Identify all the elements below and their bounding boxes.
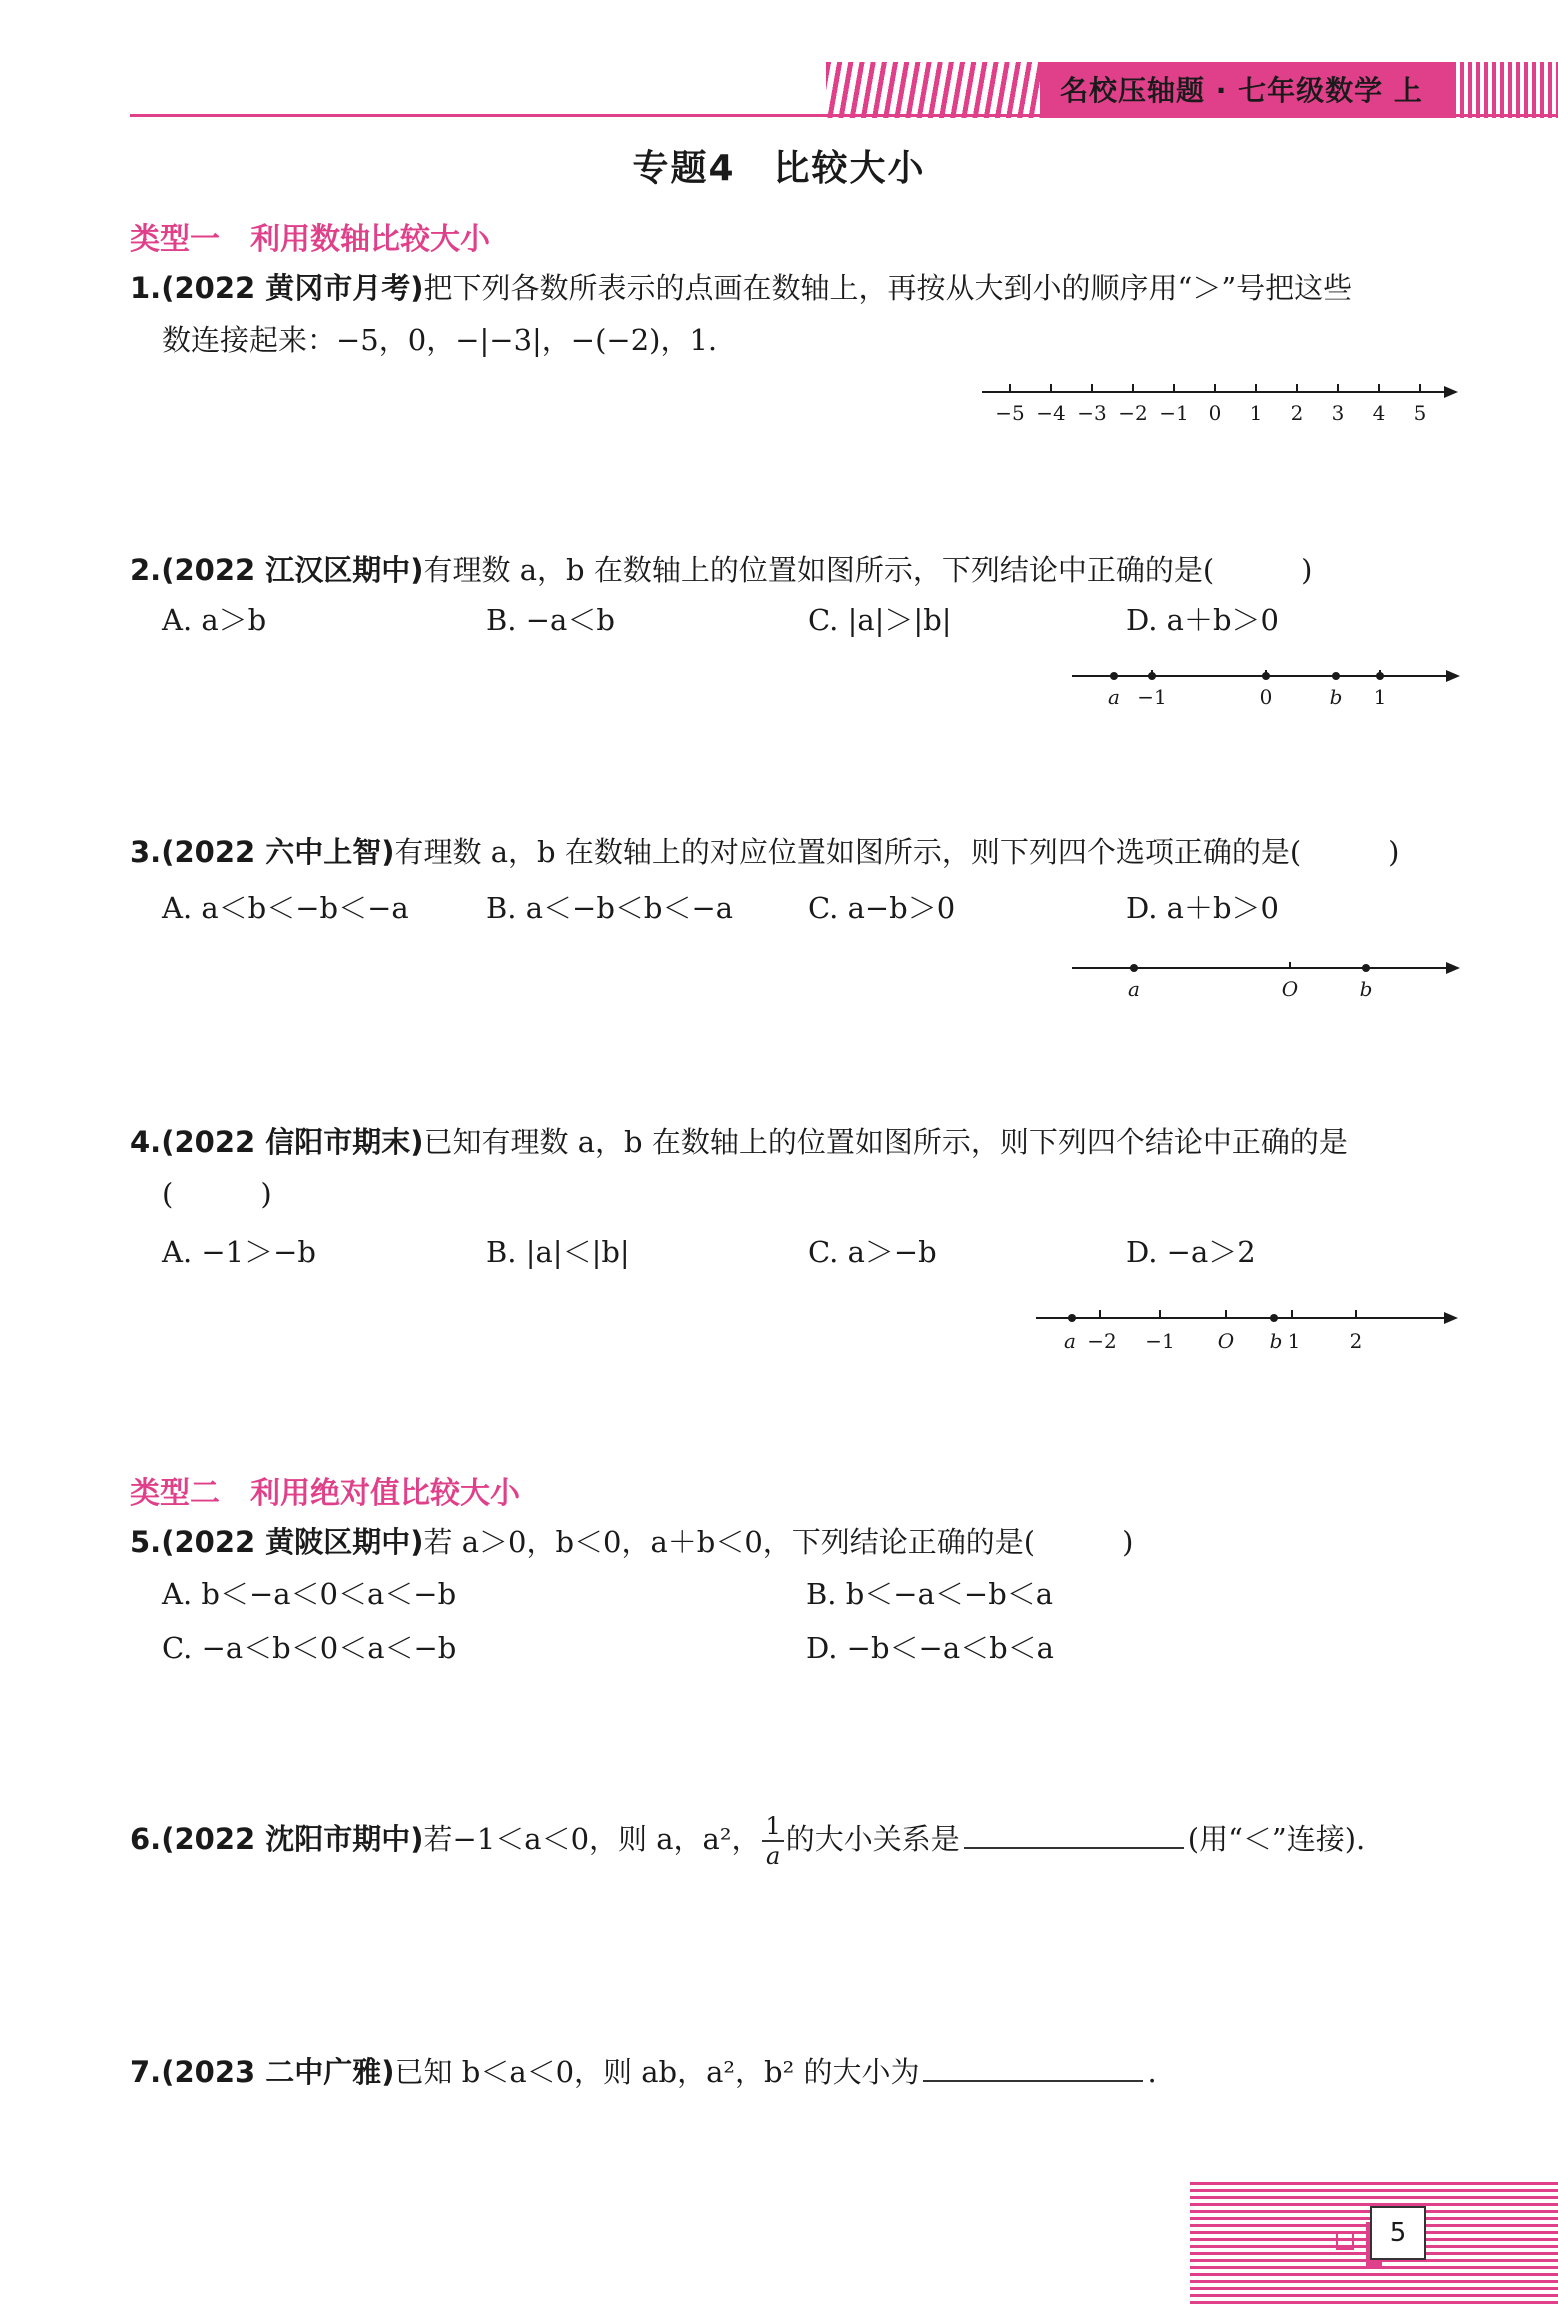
option-a: A. a＜b＜−b＜−a: [162, 891, 409, 925]
tick-label: −3: [1077, 401, 1107, 425]
question-text-end: .: [1147, 2055, 1157, 2089]
question-source: (2022 六中上智): [161, 835, 395, 869]
tick-label: a: [1064, 1329, 1076, 1353]
tick-label: 0: [1259, 685, 1273, 709]
question-4: [130, 1116, 1450, 1220]
tick-label: b: [1359, 977, 1373, 1001]
tick-label: −2: [1087, 1329, 1117, 1353]
question-text: 若−1＜a＜0，则 a，a²，: [423, 1822, 761, 1856]
question-7: [130, 2046, 1450, 2098]
tick-label: a: [1108, 685, 1120, 709]
tick-label: 2: [1290, 401, 1304, 425]
tick-label: O: [1217, 1329, 1235, 1353]
question-source: (2023 二中广雅): [161, 2055, 395, 2089]
tick-label: −4: [1036, 401, 1066, 425]
footer-square-icon: [1336, 2232, 1354, 2250]
option-d: D. a＋b＞0: [1126, 891, 1279, 925]
option-a: A. −1＞−b: [162, 1235, 316, 1269]
tick-label: 0: [1208, 401, 1222, 425]
header-rule: [130, 114, 1558, 117]
tick-label: −1: [1145, 1329, 1175, 1353]
tick-label: −1: [1137, 685, 1167, 709]
answer-bracket: ( ): [162, 1177, 272, 1211]
number-line-q3: [1070, 954, 1460, 1002]
question-text: 有理数 a，b 在数轴上的位置如图所示，下列结论中正确的是( ): [423, 553, 1313, 587]
question-source: (2022 江汉区期中): [161, 553, 424, 587]
tick-label: O: [1281, 977, 1299, 1001]
tick-label: 3: [1331, 401, 1345, 425]
header-tail-stripes: [1452, 62, 1558, 118]
tick-label: 1: [1249, 401, 1263, 425]
question-source: (2022 黄陂区期中): [161, 1525, 424, 1559]
option-b: B. b＜−a＜−b＜a: [806, 1577, 1054, 1611]
question-text: 若 a＞0，b＜0，a＋b＜0，下列结论正确的是( ): [423, 1525, 1134, 1559]
question-3: [130, 826, 1450, 878]
question-source: (2022 黄冈市月考): [161, 271, 424, 305]
option-b: B. −a＜b: [486, 603, 615, 637]
question-text-line2: 数连接起来：−5，0，−|−3|，−(−2)，1.: [162, 323, 718, 357]
question-number: 4.: [130, 1125, 162, 1159]
option-b: B. a＜−b＜b＜−a: [486, 891, 734, 925]
option-d: D. −a＞2: [1126, 1235, 1256, 1269]
question-number: 6.: [130, 1822, 162, 1856]
question-5: [130, 1516, 1450, 1568]
question-text: 把下列各数所表示的点画在数轴上，再按从大到小的顺序用“＞”号把这些: [423, 271, 1353, 305]
question-text: 已知有理数 a，b 在数轴上的位置如图所示，则下列四个结论中正确的是: [423, 1125, 1348, 1159]
answer-blank[interactable]: [923, 2056, 1143, 2082]
question-number: 7.: [130, 2055, 162, 2089]
question-text: 已知 b＜a＜0，则 ab，a²，b² 的大小为: [394, 2055, 920, 2089]
question-number: 5.: [130, 1525, 162, 1559]
question-source: (2022 信阳市期末): [161, 1125, 424, 1159]
option-a: A. b＜−a＜0＜a＜−b: [162, 1577, 457, 1611]
number-line-q4: [1034, 1304, 1460, 1354]
tick-label: −2: [1118, 401, 1148, 425]
tick-label: 1: [1373, 685, 1387, 709]
tick-label: 5: [1413, 401, 1427, 425]
question-number: 1.: [130, 271, 162, 305]
option-d: D. −b＜−a＜b＜a: [806, 1631, 1054, 1665]
header-stripes: [826, 62, 1062, 118]
question-text-end: (用“＜”连接).: [1187, 1822, 1366, 1856]
tick-label: b: [1269, 1329, 1283, 1353]
page-title: 专题4 比较大小: [632, 148, 926, 189]
question-text-cont: 的大小关系是: [785, 1822, 960, 1856]
question-1: [130, 262, 1450, 366]
question-source: (2022 沈阳市期中): [161, 1822, 424, 1856]
option-c: C. |a|＞|b|: [808, 603, 952, 637]
question-number: 3.: [130, 835, 162, 869]
tick-label: 2: [1349, 1329, 1363, 1353]
tick-label: −1: [1159, 401, 1189, 425]
option-a: A. a＞b: [162, 603, 267, 637]
option-b: B. |a|＜|b|: [486, 1235, 630, 1269]
question-6: [130, 1808, 1450, 1870]
tick-label: 1: [1287, 1329, 1301, 1353]
answer-blank[interactable]: [964, 1823, 1184, 1849]
option-d: D. a＋b＞0: [1126, 603, 1279, 637]
question-number: 2.: [130, 553, 162, 587]
option-c: C. a−b＞0: [808, 891, 956, 925]
tick-label: −5: [995, 401, 1025, 425]
number-line-q1: [980, 378, 1460, 426]
fraction: $\frac{1}{a}$: [762, 1812, 783, 1870]
question-2: [130, 544, 1450, 596]
option-c: C. a＞−b: [808, 1235, 937, 1269]
section-heading-1: 类型一 利用数轴比较大小: [130, 222, 490, 257]
book-title: 名校压轴题 · 七年级数学 上: [1060, 74, 1423, 107]
tick-label: 4: [1372, 401, 1386, 425]
option-c: C. −a＜b＜0＜a＜−b: [162, 1631, 457, 1665]
question-text: 有理数 a，b 在数轴上的对应位置如图所示，则下列四个选项正确的是( ): [394, 835, 1400, 869]
section-heading-2: 类型二 利用绝对值比较大小: [130, 1476, 520, 1511]
number-line-q2: [1070, 664, 1460, 710]
page-number: 5: [1370, 2206, 1426, 2260]
tick-label: b: [1329, 685, 1343, 709]
tick-label: a: [1128, 977, 1140, 1001]
